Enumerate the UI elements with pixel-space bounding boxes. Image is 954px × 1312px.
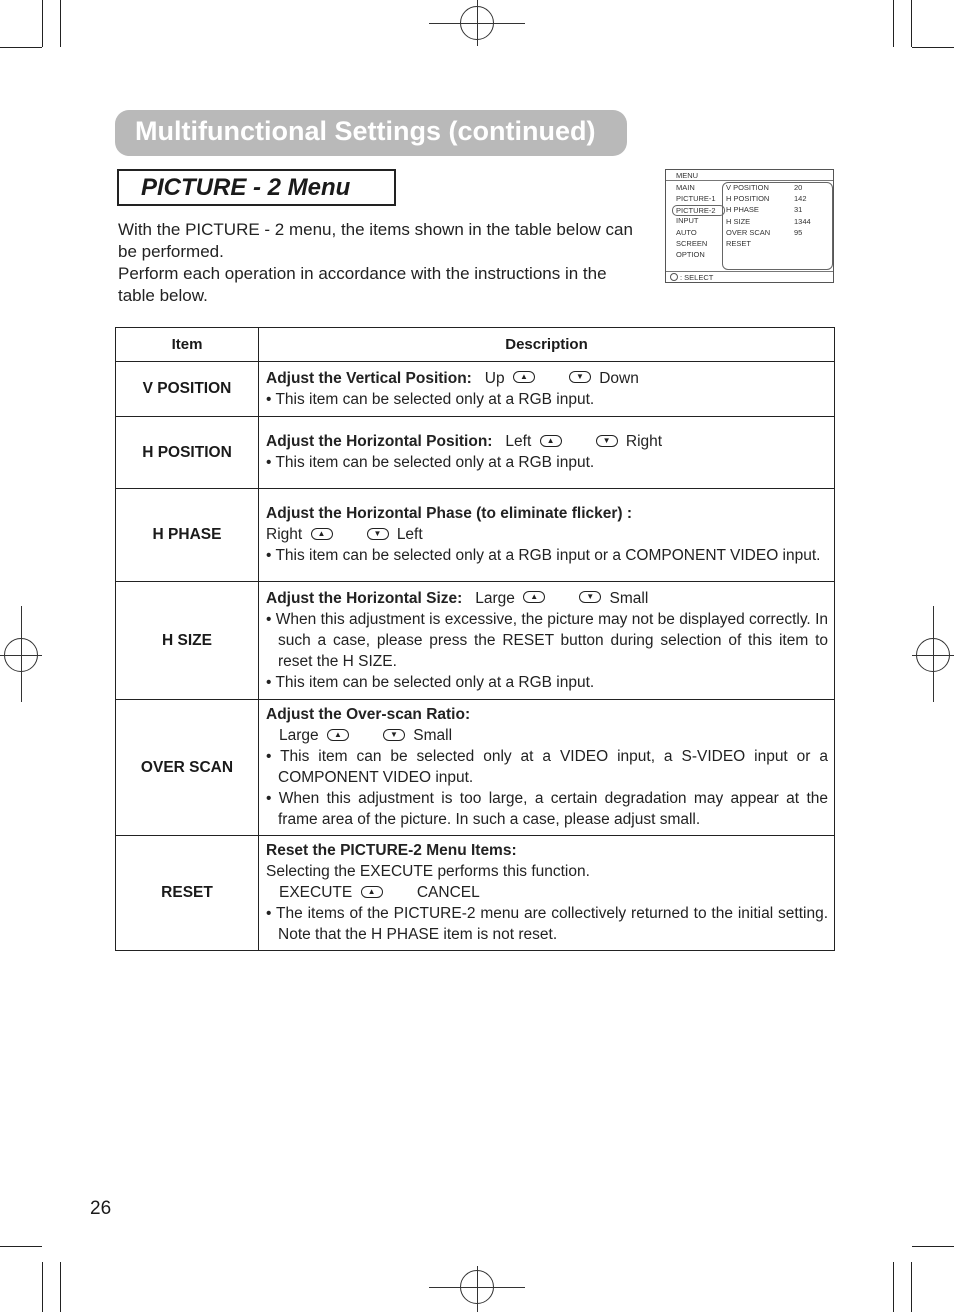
item-name: RESET bbox=[116, 836, 259, 951]
page-title: Multifunctional Settings (continued) bbox=[135, 116, 596, 146]
down-arrow-button-icon: ▼ bbox=[579, 591, 601, 603]
description-note: • This item can be selected only at a RGB input. bbox=[266, 454, 595, 471]
column-header-item: Item bbox=[116, 328, 259, 362]
osd-footer: : SELECT bbox=[666, 271, 833, 283]
description-note: • When this adjustment is excessive, the picture may not be displayed correctly. In such a case, please press the RESET button during selection of this item to reset the H SIZE. bbox=[266, 610, 828, 670]
table-header-row bbox=[116, 328, 835, 362]
item-name: H SIZE bbox=[116, 582, 259, 700]
down-arrow-button-icon: ▼ bbox=[596, 435, 618, 447]
osd-value: 142 bbox=[794, 194, 807, 204]
osd-menu-item: PICTURE-1 bbox=[676, 194, 716, 204]
osd-menu-illustration bbox=[665, 169, 834, 283]
down-arrow-button-icon: ▼ bbox=[383, 729, 405, 741]
down-arrow-button-icon: ▼ bbox=[569, 371, 591, 383]
osd-value: 1344 bbox=[794, 216, 811, 226]
description-note: • This item can be selected only at a RGB input or a COMPONENT VIDEO input. bbox=[266, 547, 821, 564]
osd-value: 20 bbox=[794, 183, 803, 192]
item-description: Adjust the Horizontal Size: Large ▲ ▼ Small • When this adjustment is excessive, the picture may not be displayed correctly. In such a case, please press the RESET button during selection of this item to reset the H SIZE. • This item can be selected only at a RGB input. bbox=[259, 582, 835, 700]
osd-menu-item: AUTO bbox=[676, 227, 697, 237]
osd-submenu-list bbox=[726, 183, 770, 250]
item-description: Reset the PICTURE-2 Menu Items: Selecting the EXECUTE performs this function. EXECUTE ▲ CANCEL • The items of the PICTURE-2 menu are collectively returned to the initial setting. Note that the H PHASE item is not reset. bbox=[259, 836, 835, 951]
description-note: • This item can be selected only at a RGB input. bbox=[266, 673, 595, 691]
osd-values bbox=[794, 183, 811, 239]
osd-header: MENU bbox=[666, 170, 833, 181]
intro-paragraph-1: With the PICTURE - 2 menu, the items shown in the table below can be performed. bbox=[118, 220, 633, 261]
osd-submenu-item: H PHASE bbox=[726, 205, 759, 215]
osd-submenu-item: RESET bbox=[726, 238, 752, 248]
osd-submenu-item: H SIZE bbox=[726, 216, 751, 226]
section-title: PICTURE - 2 Menu bbox=[141, 174, 351, 201]
up-arrow-button-icon: ▲ bbox=[327, 729, 349, 741]
description-heading: Adjust the Over-scan Ratio: bbox=[266, 706, 471, 723]
intro-text bbox=[118, 219, 648, 307]
table-row-h-phase bbox=[116, 489, 835, 582]
item-description: Adjust the Horizontal Position: Left ▲ ▼ Right • This item can be selected only at a RGB input. bbox=[259, 417, 835, 489]
intro-paragraph-2: Perform each operation in accordance with the instructions in the table below. bbox=[118, 264, 607, 305]
up-arrow-button-icon: ▲ bbox=[540, 435, 562, 447]
description-heading: Reset the PICTURE-2 Menu Items: bbox=[266, 842, 517, 859]
table-row-h-size bbox=[116, 582, 835, 700]
table-row-h-position bbox=[116, 417, 835, 489]
description-note: • The items of the PICTURE-2 menu are collectively returned to the initial setting. Note that the H PHASE item is not reset. bbox=[266, 905, 828, 943]
up-arrow-button-icon: ▲ bbox=[361, 886, 383, 898]
page-number: 26 bbox=[90, 1198, 112, 1219]
description-heading: Adjust the Horizontal Position: bbox=[266, 433, 493, 450]
item-name: H POSITION bbox=[116, 417, 259, 489]
page-banner bbox=[115, 110, 627, 156]
table-row-v-position bbox=[116, 362, 835, 417]
item-name: OVER SCAN bbox=[116, 700, 259, 836]
osd-submenu-item: H POSITION bbox=[726, 194, 770, 204]
item-description: Adjust the Horizontal Phase (to eliminate flicker) : Right ▲ ▼ Left • This item can be selected only at a RGB input or a COMPONENT VIDEO input. bbox=[259, 489, 835, 582]
table-row-over-scan bbox=[116, 700, 835, 836]
description-heading: Adjust the Horizontal Phase (to eliminate flicker) : bbox=[266, 505, 633, 522]
item-name: H PHASE bbox=[116, 489, 259, 582]
item-name: V POSITION bbox=[116, 362, 259, 417]
osd-menu-list bbox=[676, 183, 725, 261]
item-description: Adjust the Over-scan Ratio: Large ▲ ▼ Small • This item can be selected only at a VIDEO input, a S-VIDEO input or a COMPONENT VIDEO input. • When this adjustment is too large, a certain degradation may appear at the frame area of the picture. In such a case, please adjust small. bbox=[259, 700, 835, 836]
up-arrow-button-icon: ▲ bbox=[523, 591, 545, 603]
up-arrow-button-icon: ▲ bbox=[311, 528, 333, 540]
description-note: • When this adjustment is too large, a certain degradation may appear at the frame area of the picture. In such a case, please adjust small. bbox=[266, 790, 828, 828]
down-arrow-button-icon: ▼ bbox=[367, 528, 389, 540]
osd-submenu-item: V POSITION bbox=[726, 183, 769, 192]
description-heading: Adjust the Vertical Position: bbox=[266, 369, 472, 387]
select-button-icon bbox=[670, 273, 678, 281]
osd-value: 31 bbox=[794, 205, 803, 215]
section-title-box bbox=[117, 169, 396, 206]
picture2-settings-table bbox=[115, 327, 835, 951]
table-row-reset bbox=[116, 836, 835, 951]
osd-menu-item: INPUT bbox=[676, 216, 699, 226]
osd-value: 95 bbox=[794, 227, 803, 237]
osd-menu-item: SCREEN bbox=[676, 238, 708, 248]
up-arrow-button-icon: ▲ bbox=[513, 371, 535, 383]
osd-menu-item: MAIN bbox=[676, 183, 695, 192]
description-heading: Adjust the Horizontal Size: bbox=[266, 589, 463, 607]
description-note: • This item can be selected only at a VIDEO input, a S-VIDEO input or a COMPONENT VIDEO input. bbox=[266, 748, 828, 786]
osd-submenu-item: OVER SCAN bbox=[726, 227, 771, 237]
description-line: Selecting the EXECUTE performs this function. bbox=[266, 863, 590, 880]
item-description: Adjust the Vertical Position: Up ▲ ▼ Down • This item can be selected only at a RGB input. bbox=[259, 362, 835, 417]
description-note: • This item can be selected only at a RGB input. bbox=[266, 390, 595, 408]
osd-menu-item: OPTION bbox=[676, 249, 705, 259]
column-header-description: Description bbox=[259, 328, 835, 362]
osd-menu-item-selected: PICTURE-2 bbox=[672, 205, 725, 216]
